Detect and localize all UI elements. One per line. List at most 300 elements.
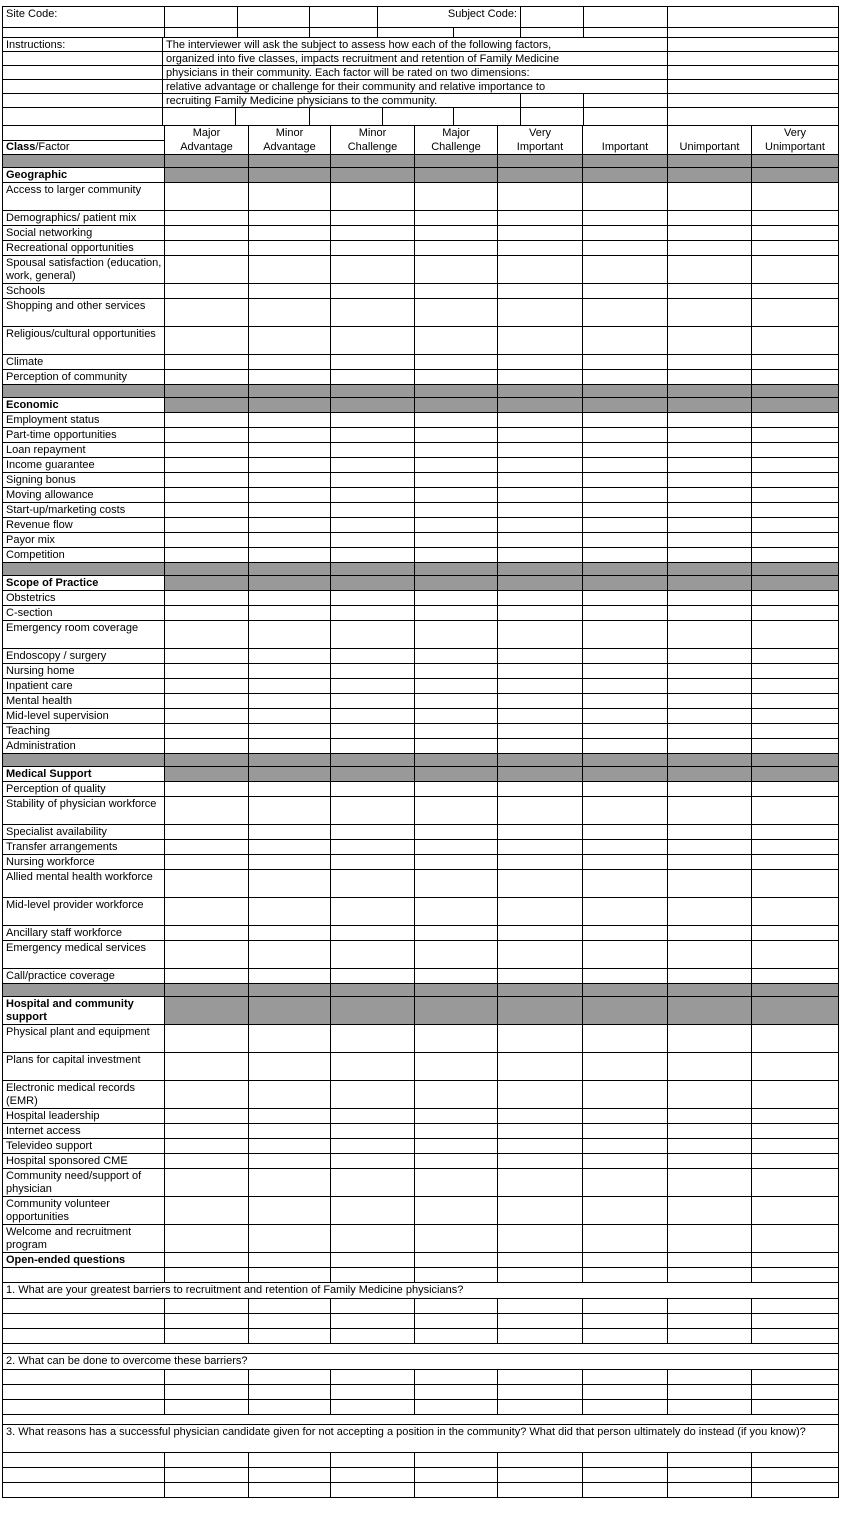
- rating-cell-very-important[interactable]: [498, 488, 583, 503]
- rating-cell-major-challenge[interactable]: [415, 256, 498, 284]
- rating-cell-important[interactable]: [583, 840, 668, 855]
- rating-cell-minor-advantage[interactable]: [249, 739, 331, 754]
- rating-cell-important[interactable]: [583, 621, 668, 649]
- rating-cell-major-advantage[interactable]: [165, 241, 249, 256]
- rating-cell-unimportant[interactable]: [668, 664, 752, 679]
- rating-cell-major-advantage[interactable]: [165, 1154, 249, 1169]
- rating-cell-minor-advantage[interactable]: [249, 1225, 331, 1253]
- rating-cell-minor-challenge[interactable]: [331, 709, 415, 724]
- rating-cell-very-unimportant[interactable]: [752, 926, 839, 941]
- rating-cell-major-advantage[interactable]: [165, 327, 249, 355]
- answer-cell[interactable]: [668, 1468, 752, 1483]
- rating-cell-unimportant[interactable]: [668, 327, 752, 355]
- rating-cell-major-advantage[interactable]: [165, 1197, 249, 1225]
- rating-cell-very-important[interactable]: [498, 211, 583, 226]
- rating-cell-unimportant[interactable]: [668, 299, 752, 327]
- rating-cell-major-challenge[interactable]: [415, 621, 498, 649]
- rating-cell-major-challenge[interactable]: [415, 782, 498, 797]
- rating-cell-very-unimportant[interactable]: [752, 855, 839, 870]
- answer-cell[interactable]: [331, 1329, 415, 1344]
- answer-cell[interactable]: [165, 1468, 249, 1483]
- rating-cell-major-advantage[interactable]: [165, 855, 249, 870]
- rating-cell-minor-advantage[interactable]: [249, 621, 331, 649]
- rating-cell-minor-challenge[interactable]: [331, 1139, 415, 1154]
- rating-cell-very-unimportant[interactable]: [752, 1053, 839, 1081]
- rating-cell-very-unimportant[interactable]: [752, 370, 839, 385]
- rating-cell-very-important[interactable]: [498, 183, 583, 211]
- answer-cell[interactable]: [415, 1453, 498, 1468]
- rating-cell-major-challenge[interactable]: [415, 855, 498, 870]
- code-cell[interactable]: [165, 28, 238, 38]
- rating-cell-unimportant[interactable]: [668, 284, 752, 299]
- answer-cell[interactable]: [583, 1453, 668, 1468]
- rating-cell-minor-challenge[interactable]: [331, 284, 415, 299]
- rating-cell-very-important[interactable]: [498, 1225, 583, 1253]
- rating-cell-important[interactable]: [583, 591, 668, 606]
- rating-cell-major-challenge[interactable]: [415, 709, 498, 724]
- answer-cell[interactable]: [752, 1483, 839, 1498]
- answer-cell[interactable]: [498, 1370, 583, 1385]
- rating-cell-major-challenge[interactable]: [415, 370, 498, 385]
- rating-cell-unimportant[interactable]: [668, 533, 752, 548]
- answer-cell[interactable]: [583, 1483, 668, 1498]
- answer-cell[interactable]: [415, 1385, 498, 1400]
- rating-cell-minor-advantage[interactable]: [249, 1053, 331, 1081]
- answer-cell[interactable]: [668, 1385, 752, 1400]
- rating-cell-minor-advantage[interactable]: [249, 870, 331, 898]
- rating-cell-minor-advantage[interactable]: [249, 664, 331, 679]
- rating-cell-minor-challenge[interactable]: [331, 413, 415, 428]
- rating-cell-very-important[interactable]: [498, 898, 583, 926]
- code-cell[interactable]: [378, 28, 454, 38]
- rating-cell-very-important[interactable]: [498, 591, 583, 606]
- rating-cell-very-important[interactable]: [498, 855, 583, 870]
- rating-cell-very-unimportant[interactable]: [752, 1109, 839, 1124]
- rating-cell-very-unimportant[interactable]: [752, 355, 839, 370]
- code-extra-cell[interactable]: [668, 7, 839, 28]
- rating-cell-unimportant[interactable]: [668, 1124, 752, 1139]
- answer-cell[interactable]: [668, 1299, 752, 1314]
- rating-cell-minor-advantage[interactable]: [249, 533, 331, 548]
- rating-cell-important[interactable]: [583, 724, 668, 739]
- rating-cell-major-advantage[interactable]: [165, 284, 249, 299]
- rating-cell-minor-advantage[interactable]: [249, 299, 331, 327]
- rating-cell-unimportant[interactable]: [668, 1109, 752, 1124]
- site-code-cell[interactable]: [238, 7, 310, 28]
- code-cell[interactable]: [521, 28, 584, 38]
- rating-cell-minor-challenge[interactable]: [331, 183, 415, 211]
- rating-cell-major-challenge[interactable]: [415, 591, 498, 606]
- answer-cell[interactable]: [498, 1314, 583, 1329]
- rating-cell-unimportant[interactable]: [668, 679, 752, 694]
- rating-cell-major-advantage[interactable]: [165, 709, 249, 724]
- rating-cell-very-unimportant[interactable]: [752, 1025, 839, 1053]
- answer-cell[interactable]: [752, 1314, 839, 1329]
- answer-cell[interactable]: [415, 1468, 498, 1483]
- rating-cell-important[interactable]: [583, 428, 668, 443]
- rating-cell-major-challenge[interactable]: [415, 488, 498, 503]
- rating-cell-important[interactable]: [583, 1124, 668, 1139]
- rating-cell-major-challenge[interactable]: [415, 739, 498, 754]
- rating-cell-major-challenge[interactable]: [415, 606, 498, 621]
- rating-cell-minor-advantage[interactable]: [249, 855, 331, 870]
- answer-cell[interactable]: [249, 1314, 331, 1329]
- rating-cell-minor-challenge[interactable]: [331, 241, 415, 256]
- answer-cell[interactable]: [583, 1370, 668, 1385]
- rating-cell-very-unimportant[interactable]: [752, 797, 839, 825]
- rating-cell-minor-challenge[interactable]: [331, 724, 415, 739]
- rating-cell-unimportant[interactable]: [668, 548, 752, 563]
- rating-cell-major-challenge[interactable]: [415, 518, 498, 533]
- rating-cell-major-advantage[interactable]: [165, 1169, 249, 1197]
- rating-cell-major-challenge[interactable]: [415, 458, 498, 473]
- rating-cell-minor-challenge[interactable]: [331, 1154, 415, 1169]
- answer-cell[interactable]: [249, 1299, 331, 1314]
- rating-cell-unimportant[interactable]: [668, 797, 752, 825]
- rating-cell-very-important[interactable]: [498, 1053, 583, 1081]
- answer-cell[interactable]: [415, 1299, 498, 1314]
- rating-cell-major-challenge[interactable]: [415, 1081, 498, 1109]
- rating-cell-unimportant[interactable]: [668, 226, 752, 241]
- rating-cell-unimportant[interactable]: [668, 256, 752, 284]
- rating-cell-major-advantage[interactable]: [165, 518, 249, 533]
- answer-cell[interactable]: [752, 1370, 839, 1385]
- rating-cell-unimportant[interactable]: [668, 941, 752, 969]
- rating-cell-important[interactable]: [583, 1197, 668, 1225]
- rating-cell-very-unimportant[interactable]: [752, 443, 839, 458]
- answer-cell[interactable]: [752, 1329, 839, 1344]
- rating-cell-major-advantage[interactable]: [165, 1109, 249, 1124]
- rating-cell-minor-advantage[interactable]: [249, 1154, 331, 1169]
- rating-cell-important[interactable]: [583, 1109, 668, 1124]
- rating-cell-very-unimportant[interactable]: [752, 1225, 839, 1253]
- rating-cell-major-advantage[interactable]: [165, 1124, 249, 1139]
- rating-cell-minor-challenge[interactable]: [331, 969, 415, 984]
- rating-cell-major-challenge[interactable]: [415, 413, 498, 428]
- rating-cell-major-advantage[interactable]: [165, 473, 249, 488]
- rating-cell-major-challenge[interactable]: [415, 241, 498, 256]
- rating-cell-major-advantage[interactable]: [165, 941, 249, 969]
- rating-cell-minor-advantage[interactable]: [249, 1124, 331, 1139]
- rating-cell-unimportant[interactable]: [668, 825, 752, 840]
- rating-cell-very-important[interactable]: [498, 739, 583, 754]
- rating-cell-important[interactable]: [583, 548, 668, 563]
- rating-cell-unimportant[interactable]: [668, 1225, 752, 1253]
- rating-cell-major-advantage[interactable]: [165, 533, 249, 548]
- rating-cell-major-challenge[interactable]: [415, 679, 498, 694]
- rating-cell-very-unimportant[interactable]: [752, 428, 839, 443]
- rating-cell-minor-challenge[interactable]: [331, 694, 415, 709]
- rating-cell-major-challenge[interactable]: [415, 694, 498, 709]
- rating-cell-unimportant[interactable]: [668, 782, 752, 797]
- rating-cell-major-challenge[interactable]: [415, 327, 498, 355]
- rating-cell-very-important[interactable]: [498, 1124, 583, 1139]
- rating-cell-very-important[interactable]: [498, 649, 583, 664]
- answer-cell[interactable]: [3, 1299, 165, 1314]
- rating-cell-major-advantage[interactable]: [165, 1139, 249, 1154]
- rating-cell-very-unimportant[interactable]: [752, 1154, 839, 1169]
- rating-cell-important[interactable]: [583, 797, 668, 825]
- rating-cell-very-unimportant[interactable]: [752, 533, 839, 548]
- rating-cell-unimportant[interactable]: [668, 926, 752, 941]
- rating-cell-minor-challenge[interactable]: [331, 825, 415, 840]
- rating-cell-important[interactable]: [583, 503, 668, 518]
- rating-cell-unimportant[interactable]: [668, 503, 752, 518]
- rating-cell-important[interactable]: [583, 855, 668, 870]
- rating-cell-very-important[interactable]: [498, 327, 583, 355]
- answer-cell[interactable]: [3, 1314, 165, 1329]
- rating-cell-minor-challenge[interactable]: [331, 1081, 415, 1109]
- rating-cell-important[interactable]: [583, 226, 668, 241]
- rating-cell-minor-advantage[interactable]: [249, 327, 331, 355]
- rating-cell-major-advantage[interactable]: [165, 548, 249, 563]
- rating-cell-major-advantage[interactable]: [165, 870, 249, 898]
- rating-cell-unimportant[interactable]: [668, 1139, 752, 1154]
- rating-cell-minor-advantage[interactable]: [249, 782, 331, 797]
- rating-cell-minor-advantage[interactable]: [249, 724, 331, 739]
- rating-cell-very-important[interactable]: [498, 518, 583, 533]
- rating-cell-major-challenge[interactable]: [415, 183, 498, 211]
- rating-cell-minor-advantage[interactable]: [249, 1025, 331, 1053]
- answer-cell[interactable]: [249, 1483, 331, 1498]
- rating-cell-important[interactable]: [583, 664, 668, 679]
- rating-cell-major-advantage[interactable]: [165, 898, 249, 926]
- rating-cell-minor-challenge[interactable]: [331, 473, 415, 488]
- rating-cell-very-unimportant[interactable]: [752, 606, 839, 621]
- answer-cell[interactable]: [752, 1400, 839, 1415]
- answer-cell[interactable]: [583, 1314, 668, 1329]
- rating-cell-minor-challenge[interactable]: [331, 782, 415, 797]
- rating-cell-unimportant[interactable]: [668, 1053, 752, 1081]
- rating-cell-very-important[interactable]: [498, 1139, 583, 1154]
- rating-cell-major-advantage[interactable]: [165, 606, 249, 621]
- rating-cell-minor-advantage[interactable]: [249, 284, 331, 299]
- rating-cell-major-advantage[interactable]: [165, 370, 249, 385]
- rating-cell-very-unimportant[interactable]: [752, 591, 839, 606]
- rating-cell-minor-advantage[interactable]: [249, 797, 331, 825]
- rating-cell-very-unimportant[interactable]: [752, 548, 839, 563]
- rating-cell-minor-advantage[interactable]: [249, 458, 331, 473]
- answer-cell[interactable]: [165, 1453, 249, 1468]
- answer-cell[interactable]: [3, 1400, 165, 1415]
- answer-cell[interactable]: [331, 1468, 415, 1483]
- rating-cell-major-challenge[interactable]: [415, 1025, 498, 1053]
- rating-cell-very-unimportant[interactable]: [752, 782, 839, 797]
- rating-cell-major-challenge[interactable]: [415, 284, 498, 299]
- rating-cell-important[interactable]: [583, 739, 668, 754]
- rating-cell-major-advantage[interactable]: [165, 1225, 249, 1253]
- answer-cell[interactable]: [752, 1468, 839, 1483]
- rating-cell-very-important[interactable]: [498, 241, 583, 256]
- rating-cell-very-unimportant[interactable]: [752, 256, 839, 284]
- answer-cell[interactable]: [165, 1483, 249, 1498]
- rating-cell-very-unimportant[interactable]: [752, 840, 839, 855]
- rating-cell-very-important[interactable]: [498, 1109, 583, 1124]
- rating-cell-unimportant[interactable]: [668, 518, 752, 533]
- rating-cell-very-unimportant[interactable]: [752, 327, 839, 355]
- answer-cell[interactable]: [331, 1370, 415, 1385]
- rating-cell-very-important[interactable]: [498, 503, 583, 518]
- rating-cell-major-challenge[interactable]: [415, 548, 498, 563]
- rating-cell-very-important[interactable]: [498, 926, 583, 941]
- rating-cell-major-challenge[interactable]: [415, 797, 498, 825]
- rating-cell-minor-advantage[interactable]: [249, 256, 331, 284]
- rating-cell-minor-challenge[interactable]: [331, 226, 415, 241]
- rating-cell-very-important[interactable]: [498, 533, 583, 548]
- rating-cell-unimportant[interactable]: [668, 606, 752, 621]
- rating-cell-unimportant[interactable]: [668, 458, 752, 473]
- rating-cell-minor-advantage[interactable]: [249, 488, 331, 503]
- rating-cell-minor-advantage[interactable]: [249, 241, 331, 256]
- rating-cell-minor-advantage[interactable]: [249, 1081, 331, 1109]
- rating-cell-very-important[interactable]: [498, 664, 583, 679]
- rating-cell-very-important[interactable]: [498, 606, 583, 621]
- rating-cell-unimportant[interactable]: [668, 855, 752, 870]
- rating-cell-minor-challenge[interactable]: [331, 840, 415, 855]
- rating-cell-minor-advantage[interactable]: [249, 969, 331, 984]
- rating-cell-very-important[interactable]: [498, 969, 583, 984]
- rating-cell-minor-challenge[interactable]: [331, 548, 415, 563]
- rating-cell-unimportant[interactable]: [668, 1081, 752, 1109]
- rating-cell-minor-challenge[interactable]: [331, 488, 415, 503]
- rating-cell-very-important[interactable]: [498, 256, 583, 284]
- rating-cell-major-advantage[interactable]: [165, 1081, 249, 1109]
- rating-cell-minor-advantage[interactable]: [249, 183, 331, 211]
- rating-cell-major-advantage[interactable]: [165, 739, 249, 754]
- rating-cell-very-unimportant[interactable]: [752, 183, 839, 211]
- answer-cell[interactable]: [752, 1453, 839, 1468]
- rating-cell-very-unimportant[interactable]: [752, 473, 839, 488]
- rating-cell-very-important[interactable]: [498, 443, 583, 458]
- rating-cell-major-challenge[interactable]: [415, 1139, 498, 1154]
- rating-cell-minor-challenge[interactable]: [331, 1124, 415, 1139]
- rating-cell-important[interactable]: [583, 241, 668, 256]
- rating-cell-minor-challenge[interactable]: [331, 299, 415, 327]
- rating-cell-minor-advantage[interactable]: [249, 649, 331, 664]
- rating-cell-unimportant[interactable]: [668, 443, 752, 458]
- rating-cell-major-advantage[interactable]: [165, 488, 249, 503]
- answer-cell[interactable]: [331, 1453, 415, 1468]
- rating-cell-major-advantage[interactable]: [165, 211, 249, 226]
- rating-cell-minor-advantage[interactable]: [249, 1197, 331, 1225]
- rating-cell-minor-challenge[interactable]: [331, 926, 415, 941]
- rating-cell-minor-advantage[interactable]: [249, 211, 331, 226]
- rating-cell-very-important[interactable]: [498, 355, 583, 370]
- code-cell[interactable]: [584, 28, 668, 38]
- rating-cell-important[interactable]: [583, 1081, 668, 1109]
- rating-cell-very-important[interactable]: [498, 1081, 583, 1109]
- rating-cell-very-important[interactable]: [498, 548, 583, 563]
- rating-cell-unimportant[interactable]: [668, 694, 752, 709]
- rating-cell-unimportant[interactable]: [668, 1197, 752, 1225]
- rating-cell-minor-challenge[interactable]: [331, 1109, 415, 1124]
- rating-cell-minor-advantage[interactable]: [249, 1169, 331, 1197]
- rating-cell-important[interactable]: [583, 782, 668, 797]
- rating-cell-minor-advantage[interactable]: [249, 503, 331, 518]
- rating-cell-unimportant[interactable]: [668, 898, 752, 926]
- answer-cell[interactable]: [668, 1483, 752, 1498]
- rating-cell-very-important[interactable]: [498, 825, 583, 840]
- rating-cell-major-advantage[interactable]: [165, 503, 249, 518]
- rating-cell-major-challenge[interactable]: [415, 825, 498, 840]
- rating-cell-unimportant[interactable]: [668, 428, 752, 443]
- rating-cell-important[interactable]: [583, 898, 668, 926]
- rating-cell-important[interactable]: [583, 941, 668, 969]
- rating-cell-important[interactable]: [583, 299, 668, 327]
- rating-cell-minor-challenge[interactable]: [331, 606, 415, 621]
- answer-cell[interactable]: [583, 1299, 668, 1314]
- answer-cell[interactable]: [331, 1483, 415, 1498]
- answer-cell[interactable]: [3, 1329, 165, 1344]
- rating-cell-unimportant[interactable]: [668, 840, 752, 855]
- answer-cell[interactable]: [165, 1370, 249, 1385]
- rating-cell-very-unimportant[interactable]: [752, 724, 839, 739]
- rating-cell-important[interactable]: [583, 694, 668, 709]
- rating-cell-unimportant[interactable]: [668, 739, 752, 754]
- rating-cell-very-unimportant[interactable]: [752, 284, 839, 299]
- rating-cell-major-advantage[interactable]: [165, 413, 249, 428]
- rating-cell-very-important[interactable]: [498, 840, 583, 855]
- answer-cell[interactable]: [3, 1370, 165, 1385]
- answer-cell[interactable]: [668, 1370, 752, 1385]
- code-cell[interactable]: [310, 28, 378, 38]
- rating-cell-important[interactable]: [583, 355, 668, 370]
- answer-cell[interactable]: [165, 1385, 249, 1400]
- answer-cell[interactable]: [415, 1329, 498, 1344]
- rating-cell-very-important[interactable]: [498, 724, 583, 739]
- answer-cell[interactable]: [668, 1314, 752, 1329]
- rating-cell-important[interactable]: [583, 1225, 668, 1253]
- rating-cell-minor-advantage[interactable]: [249, 428, 331, 443]
- code-cell[interactable]: [668, 28, 839, 38]
- rating-cell-major-challenge[interactable]: [415, 355, 498, 370]
- rating-cell-unimportant[interactable]: [668, 1154, 752, 1169]
- rating-cell-very-important[interactable]: [498, 413, 583, 428]
- rating-cell-minor-challenge[interactable]: [331, 649, 415, 664]
- rating-cell-minor-challenge[interactable]: [331, 898, 415, 926]
- answer-cell[interactable]: [583, 1468, 668, 1483]
- rating-cell-important[interactable]: [583, 1025, 668, 1053]
- rating-cell-major-advantage[interactable]: [165, 694, 249, 709]
- rating-cell-minor-challenge[interactable]: [331, 941, 415, 969]
- rating-cell-major-advantage[interactable]: [165, 299, 249, 327]
- rating-cell-important[interactable]: [583, 1053, 668, 1081]
- rating-cell-important[interactable]: [583, 370, 668, 385]
- rating-cell-major-challenge[interactable]: [415, 1169, 498, 1197]
- rating-cell-very-unimportant[interactable]: [752, 458, 839, 473]
- rating-cell-major-challenge[interactable]: [415, 724, 498, 739]
- rating-cell-very-important[interactable]: [498, 1025, 583, 1053]
- rating-cell-very-unimportant[interactable]: [752, 503, 839, 518]
- rating-cell-major-challenge[interactable]: [415, 898, 498, 926]
- rating-cell-very-unimportant[interactable]: [752, 709, 839, 724]
- rating-cell-major-advantage[interactable]: [165, 969, 249, 984]
- answer-cell[interactable]: [249, 1329, 331, 1344]
- answer-cell[interactable]: [415, 1400, 498, 1415]
- rating-cell-very-unimportant[interactable]: [752, 1124, 839, 1139]
- rating-cell-minor-challenge[interactable]: [331, 355, 415, 370]
- rating-cell-minor-advantage[interactable]: [249, 709, 331, 724]
- rating-cell-very-unimportant[interactable]: [752, 1081, 839, 1109]
- rating-cell-very-unimportant[interactable]: [752, 1197, 839, 1225]
- rating-cell-important[interactable]: [583, 473, 668, 488]
- rating-cell-major-advantage[interactable]: [165, 649, 249, 664]
- rating-cell-very-important[interactable]: [498, 870, 583, 898]
- rating-cell-unimportant[interactable]: [668, 870, 752, 898]
- rating-cell-important[interactable]: [583, 1169, 668, 1197]
- rating-cell-minor-advantage[interactable]: [249, 679, 331, 694]
- rating-cell-minor-challenge[interactable]: [331, 370, 415, 385]
